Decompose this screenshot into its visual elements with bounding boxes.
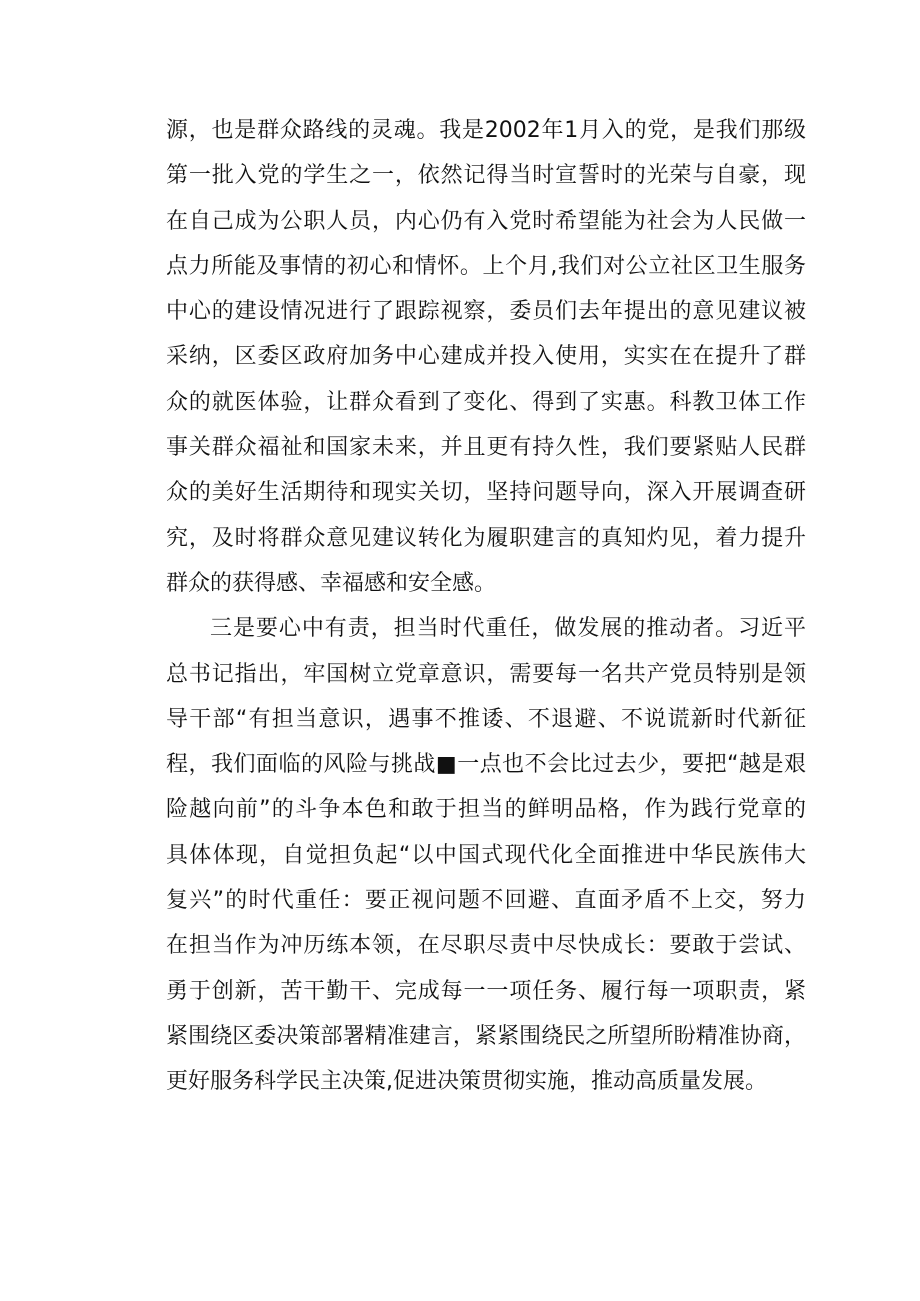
text-line: 采纳，区委区政府加务中心建成并投入使用，实实在在提升了群 [166,344,806,370]
text-line: 险越向前”的斗争本色和敢于担当的鲜明品格，作为践行党章的 [166,797,806,823]
text-line: 更好服务科学民主决策,促进决策贯彻实施，推动高质量发展。 [166,1069,767,1095]
text-line: 究，及时将群众意见建议转化为履职建言的真知灼见，着力提升 [166,525,806,551]
text-line: 中心的建设情况进行了跟踪视察，委员们去年提出的意见建议被 [166,299,806,325]
text-line: 程，我们面临的风险与挑战■一点也不会比过去少，要把“越是艰 [166,752,806,778]
text-line: 众的就医体验，让群众看到了变化、得到了实惠。科教卫体工作 [166,389,806,415]
text-line: 众的美好生活期待和现实关切，坚持问题导向，深入开展调查研 [166,480,806,506]
text-line: 导干部“有担当意识，遇事不推诿、不退避、不说谎新时代新征 [166,706,806,732]
text-line: 在自己成为公职人员，内心仍有入党时希望能为社会为人民做一 [166,208,806,234]
text-line: 勇于创新，苦干勤干、完成每一一项任务、履行每一项职责，紧 [166,978,806,1004]
text-line: 具体体现，自觉担负起“以中国式现代化全面推进中华民族伟大 [166,842,806,868]
text-line: 群众的获得感、幸福感和安全感。 [166,570,497,596]
text-line: 复兴”的时代重任：要正视问题不回避、直面矛盾不上交，努力 [166,888,806,914]
text-line: 三是要心中有责，担当时代重任，做发展的推动者。习近平 [210,616,806,642]
text-line: 总书记指出，牢国树立党章意识，需要每一名共产党员特别是领 [166,661,806,687]
paragraph-1 [166,108,806,606]
text-line: 第一批入党的学生之一，依然记得当时宣誓时的光荣与自豪，现 [166,163,806,189]
text-line: 点力所能及事情的初心和情怀。上个月,我们对公立社区卫生服务 [166,253,806,279]
body-text [166,108,806,1105]
paragraph-2 [166,606,806,1104]
text-line: 在担当作为冲历练本领，在尽职尽责中尽快成长：要敢于尝试、 [166,933,806,959]
text-line: 紧围绕区委决策部署精准建言，紧紧围绕民之所望所盼精准协商， [166,1023,806,1049]
text-line: 源，也是群众路线的灵魂。我是2002年1月入的党，是我们那级 [166,118,806,143]
text-line: 事关群众福祉和国家未来，并且更有持久性，我们要紧贴人民群 [166,435,806,461]
